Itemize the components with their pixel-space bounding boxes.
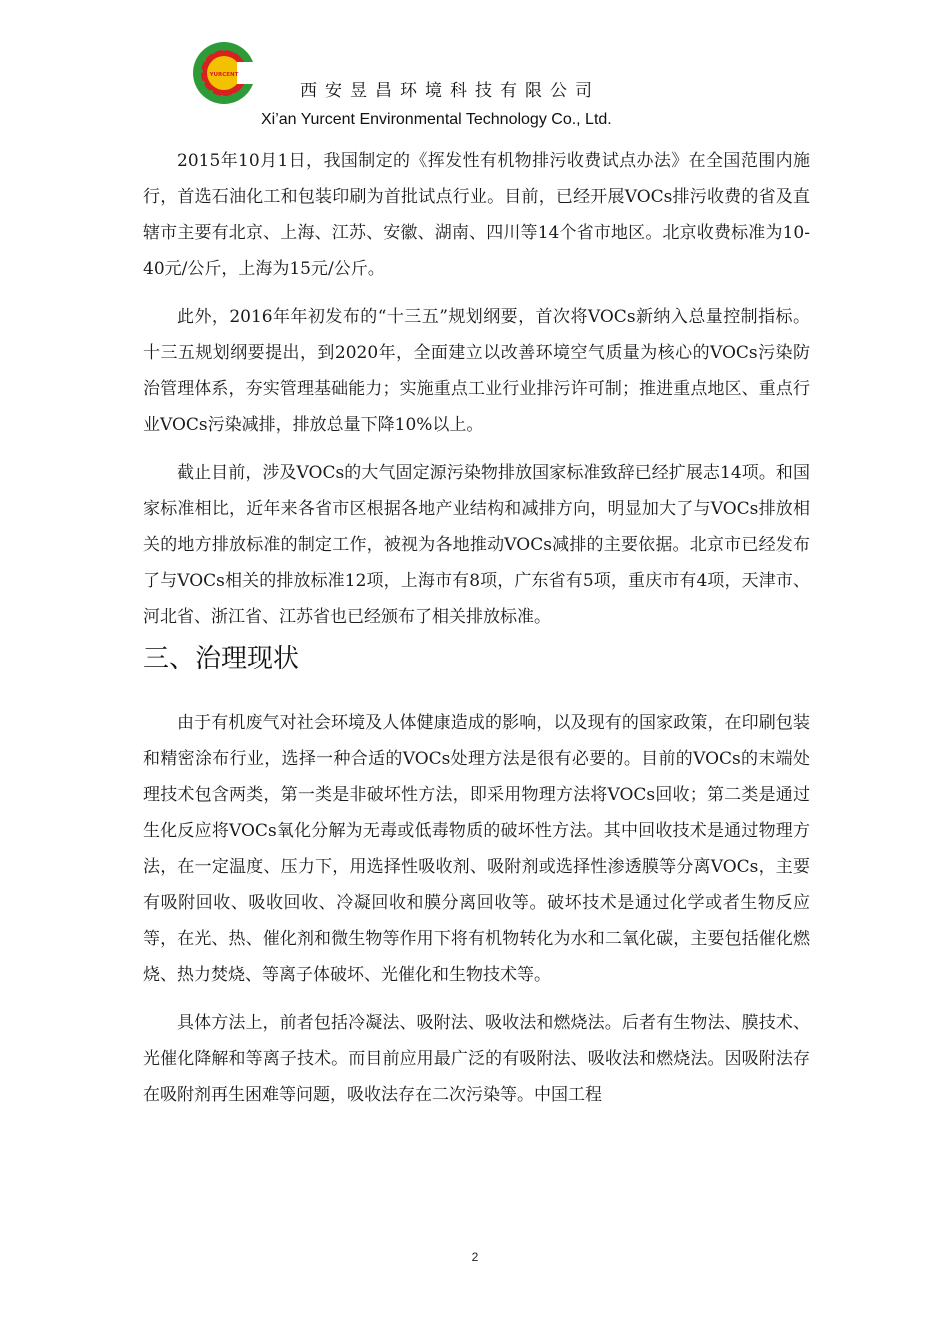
company-logo [191, 40, 257, 106]
paragraph: 截止目前，涉及VOCs的大气固定源污染物排放国家标准致辞已经扩展志14项。和国家标准相比，近年来各省市区根据各地产业结构和减排方向，明显加大了与VOCs排放相关的地方排放标准的制定工作，被视为各地推动VOCs减排的主要依据。北京市已经发布了与VOCs相关的排放标准12项，上海市有8项，广东省有5项，重庆市有4项，天津市、河北省、浙江省、江苏省也已经颁布了相关排放标准。 [143, 463, 810, 627]
section-heading: 三、治理现状 [143, 644, 300, 674]
company-name-en: Xi’an Yurcent Environmental Technology Co., Ltd. [261, 111, 612, 128]
paragraph: 此外，2016年年初发布的“十三五”规划纲要，首次将VOCs新纳入总量控制指标。十三五规划纲要提出，到2020年，全面建立以改善环境空气质量为核心的VOCs污染防治管理体系，夯实管理基础能力；实施重点工业行业排污许可制；推进重点地区、重点行业VOCs污染减排，排放总量下降10%以上。 [143, 307, 810, 435]
company-name-cn: 西安昱昌环境科技有限公司 [300, 81, 600, 101]
document-body [143, 143, 810, 1113]
paragraph: 由于有机废气对社会环境及人体健康造成的影响，以及现有的国家政策，在印刷包装和精密涂布行业，选择一种合适的VOCs处理方法是很有必要的。目前的VOCs的末端处理技术包含两类，第一类是非破坏性方法，即采用物理方法将VOCs回收；第二类是通过生化反应将VOCs氧化分解为无毒或低毒物质的破坏性方法。其中回收技术是通过物理方法，在一定温度、压力下，用选择性吸收剂、吸附剂或选择性渗透膜等分离VOCs，主要有吸附回收、吸收回收、冷凝回收和膜分离回收等。破坏技术是通过化学或者生物反应等，在光、热、催化剂和微生物等作用下将有机物转化为水和二氧化碳，主要包括催化燃烧、热力焚烧、等离子体破坏、光催化和生物技术等。 [143, 713, 810, 985]
page-header [0, 0, 950, 140]
page-number: 2 [471, 1250, 479, 1264]
paragraph: 具体方法上，前者包括冷凝法、吸附法、吸收法和燃烧法。后者有生物法、膜技术、光催化降解和等离子技术。而目前应用最广泛的有吸附法、吸收法和燃烧法。因吸附法存在吸附剂再生困难等问题，吸收法存在二次污染等。中国工程 [143, 1013, 810, 1105]
logo-text: YURCENT [209, 72, 239, 78]
paragraph: 2015年10月1日，我国制定的《挥发性有机物排污收费试点办法》在全国范围内施行，首选石油化工和包装印刷为首批试点行业。目前，已经开展VOCs排污收费的省及直辖市主要有北京、上海、江苏、安徽、湖南、四川等14个省市地区。北京收费标准为10-40元/公斤，上海为15元/公斤。 [143, 151, 810, 279]
